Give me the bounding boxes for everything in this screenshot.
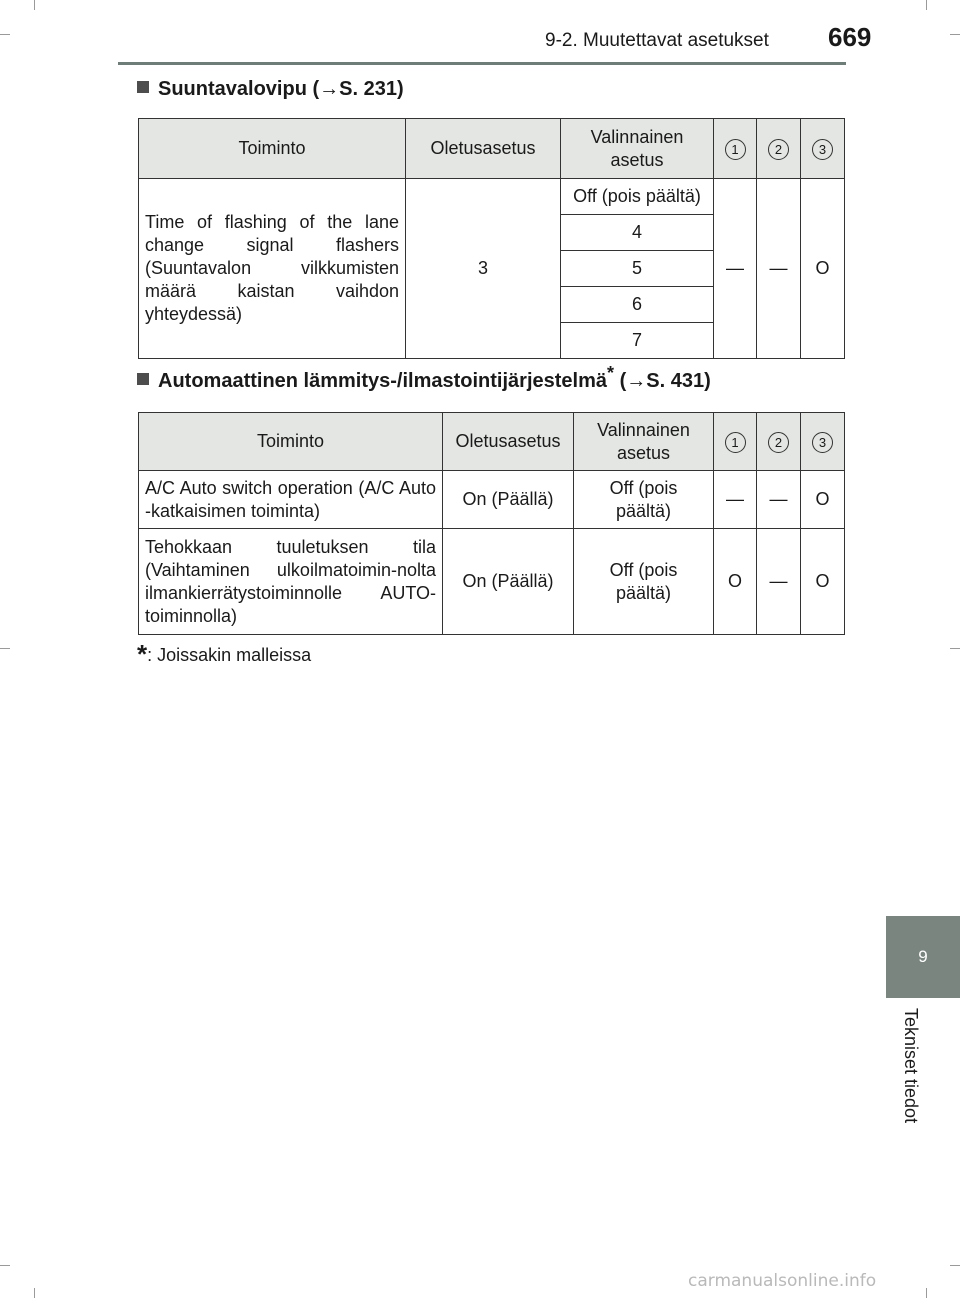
section-title-text: Automaattinen lämmitys-/ilmastointijärjestelmä	[158, 370, 608, 392]
table-row	[139, 179, 845, 215]
mark-cell: —	[757, 529, 801, 635]
column-header-2	[757, 413, 801, 471]
column-header: Oletusasetus	[406, 119, 561, 179]
option-cell: Off (pois päältä)	[561, 179, 714, 215]
option-cell: 7	[561, 323, 714, 359]
column-header: Valinnainen asetus	[574, 413, 714, 471]
column-header-1	[714, 413, 757, 471]
mark-cell: —	[757, 179, 801, 359]
table-header-row	[139, 413, 845, 471]
option-cell: Off (pois päältä)	[574, 471, 714, 529]
mark-cell: —	[714, 179, 757, 359]
table-header-row	[139, 119, 845, 179]
column-header-3	[801, 413, 845, 471]
crop-mark	[950, 1265, 960, 1266]
column-header-2	[757, 119, 801, 179]
table-row	[139, 529, 845, 635]
circled-number-icon: 2	[768, 139, 789, 160]
function-cell: A/C Auto switch operation (A/C Auto -katkaisimen toiminta)	[139, 471, 443, 529]
mark-cell: O	[801, 471, 845, 529]
circled-number-icon: 3	[812, 432, 833, 453]
footnote-mark: *	[607, 363, 615, 383]
column-header-1	[714, 119, 757, 179]
mark-cell: O	[801, 179, 845, 359]
mark-cell: O	[801, 529, 845, 635]
settings-table-turn-signal	[138, 118, 845, 359]
chapter-tab	[886, 916, 960, 998]
settings-table-climate-control	[138, 412, 845, 635]
mark-cell: O	[714, 529, 757, 635]
default-cell: On (Päällä)	[443, 529, 574, 635]
mark-cell: —	[757, 471, 801, 529]
section-title-climate-control	[137, 363, 711, 393]
page-reference: (→S. 431)	[619, 370, 711, 392]
header-rule	[118, 62, 846, 65]
option-cell: 6	[561, 287, 714, 323]
table-row	[139, 471, 845, 529]
crop-mark	[0, 34, 10, 35]
crop-mark	[926, 1288, 927, 1298]
page-number: 669	[828, 22, 872, 52]
page-reference: (→S. 231)	[312, 78, 404, 100]
circled-number-icon: 1	[725, 139, 746, 160]
mark-cell: —	[714, 471, 757, 529]
function-cell: Time of flashing of the lane change signal flashers (Suuntavalon vilkkumisten määrä kaistan vaihdon yhteydessä)	[139, 179, 406, 359]
watermark: carmanualsonline.info	[688, 1271, 877, 1291]
default-cell: 3	[406, 179, 561, 359]
circled-number-icon: 2	[768, 432, 789, 453]
circled-number-icon: 3	[812, 139, 833, 160]
section-title-text: Suuntavalovipu	[158, 78, 307, 100]
option-cell: Off (pois päältä)	[574, 529, 714, 635]
crop-mark	[34, 1288, 35, 1298]
default-cell: On (Päällä)	[443, 471, 574, 529]
crop-mark	[0, 1265, 10, 1266]
option-cell: 4	[561, 215, 714, 251]
option-cell: 5	[561, 251, 714, 287]
column-header: Oletusasetus	[443, 413, 574, 471]
chapter-number: 9	[918, 947, 928, 966]
function-cell: Tehokkaan tuuletuksen tila (Vaihtaminen ulkoilmatoimin-nolta ilmankierrätystoiminnolle AUTO-toiminnolla)	[139, 529, 443, 635]
crop-mark	[950, 648, 960, 649]
crop-mark	[0, 648, 10, 649]
column-header: Valinnainen asetus	[561, 119, 714, 179]
crop-mark	[926, 0, 927, 10]
crop-mark	[34, 0, 35, 10]
section-heading: 9-2. Muutettavat asetukset	[545, 30, 769, 51]
footnote-mark: *	[137, 639, 148, 669]
footnote-text: : Joissakin malleissa	[147, 645, 312, 665]
bullet-square-icon	[137, 373, 149, 385]
section-title-turn-signal	[137, 78, 404, 101]
circled-number-icon: 1	[725, 432, 746, 453]
column-header-3	[801, 119, 845, 179]
footnote	[137, 639, 312, 669]
crop-mark	[950, 34, 960, 35]
column-header: Toiminto	[139, 413, 443, 471]
chapter-label: Tekniset tiedot	[901, 1008, 921, 1124]
bullet-square-icon	[137, 81, 149, 93]
column-header: Toiminto	[139, 119, 406, 179]
